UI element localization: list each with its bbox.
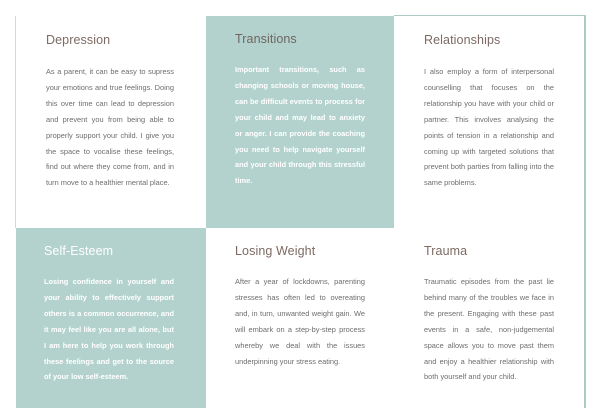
card-text: Important transitions, such as changing schools or moving house, can be difficult events to process for your child and may lead to anxiety or anger. I can provide the coaching you need to help navigate yourself and your child through this stressful time.: [235, 65, 365, 186]
card-title: Losing Weight: [235, 244, 316, 258]
card-text: As a parent, it can be easy to supress your emotions and true feelings. Doing this over time can lead to depression and prevent you from being able to properly support your child. I give you the space to vocalise these feelings, find out where they come from, and in turn move to a healthier mental place.: [46, 67, 174, 188]
card-title: Relationships: [424, 33, 501, 47]
grid-border-right: [584, 15, 586, 408]
card-title: Trauma: [424, 244, 468, 258]
card-depression: [16, 16, 206, 228]
card-text: I also employ a form of interpersonal counselling that focuses on the relationship you have with your child or partner. This involves analysing the points of tension in a relationship and coming up with targeted solutions that prevent both parties from falling into the same problems.: [424, 67, 554, 188]
card-losing-weight: [206, 228, 394, 408]
card-relationships: [394, 16, 584, 228]
card-self-esteem: [16, 228, 206, 408]
card-text: After a year of lockdowns, parenting stresses has often led to overeating and, in turn, unwanted weight gain. We will embark on a step-by-step process whereby we deal with the issues underpinning your stress eating.: [235, 277, 365, 366]
card-title: Transitions: [235, 32, 297, 46]
card-title: Depression: [46, 33, 111, 47]
card-transitions: [206, 16, 394, 228]
card-trauma: [394, 228, 584, 408]
card-title: Self-Esteem: [44, 244, 114, 258]
card-text: Traumatic episodes from the past lie behind many of the troubles we face in the present. Engaging with these past events in a safe, non-judgemental space allows you to move past them and enjoy a healthier relationship with both yourself and your child.: [424, 277, 554, 382]
card-text: Losing confidence in yourself and your ability to effectively support others is a common occurrence, and it may feel like you are all alone, but I am here to help you work through these feelings and get to the source of your low self-esteem.: [44, 277, 174, 382]
